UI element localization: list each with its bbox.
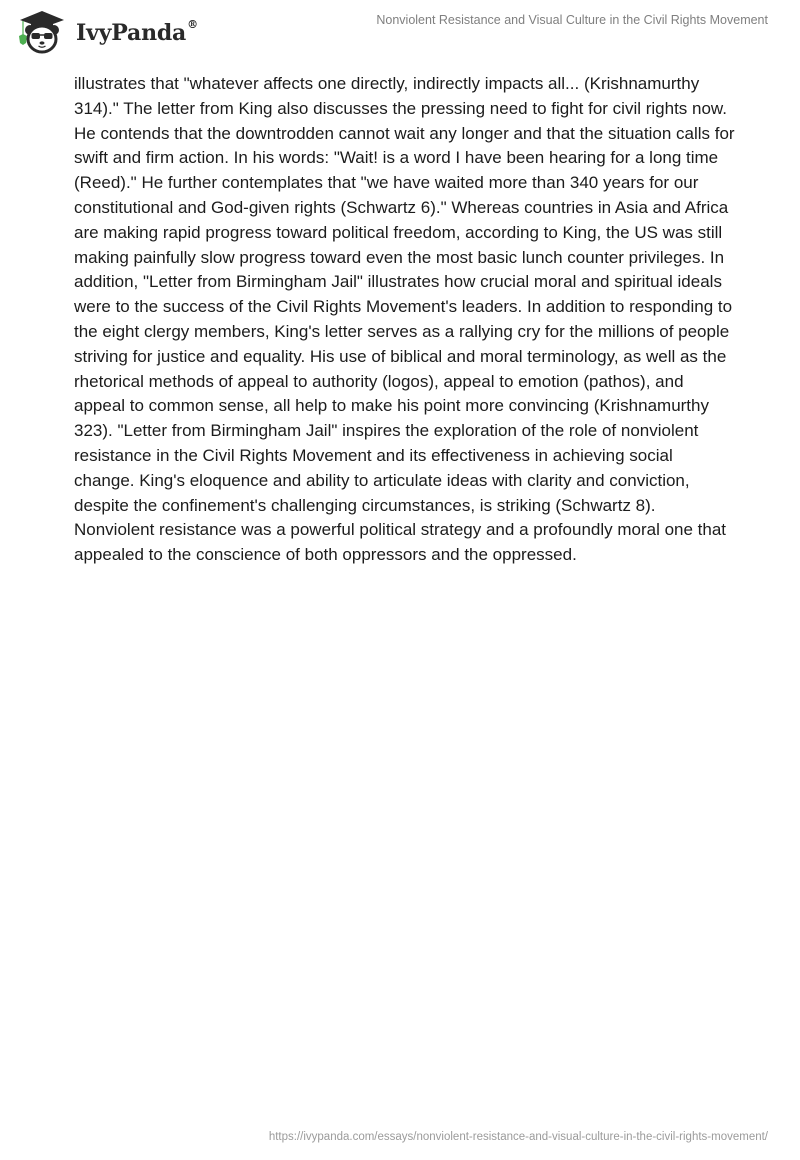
body-line: rhetorical methods of appeal to authority (logos), appeal to emotion (pathos), and (74, 371, 684, 391)
brand-logo[interactable] (14, 8, 198, 54)
body-line: constitutional and God-given rights (Schwartz 6)." Whereas countries in Asia and Africa (74, 197, 729, 217)
body-line: striving for justice and equality. His use of biblical and moral terminology, as well as the (74, 346, 727, 366)
brand-name (76, 20, 198, 46)
body-line: despite the confinement's challenging circumstances, is striking (Schwartz 8). (74, 495, 656, 515)
page-header (0, 0, 800, 60)
body-line: appeal to common sense, all help to make his point more convincing (Krishnamurthy (74, 396, 709, 416)
body-line: 314)." The letter from King also discusses the pressing need to fight for civil rights now. (74, 98, 727, 118)
body-line: are making rapid progress toward political freedom, according to King, the US was still (74, 222, 723, 242)
body-line: swift and firm action. In his words: "Wait! is a word I have been hearing for a long time (74, 148, 719, 168)
registered-mark: ® (187, 18, 198, 31)
body-line: change. King's eloquence and ability to articulate ideas with clarity and conviction, (74, 470, 690, 490)
body-line: He contends that the downtrodden cannot wait any longer and that the situation calls for (74, 123, 735, 143)
body-line: illustrates that "whatever affects one directly, indirectly impacts all... (Krishnamurthy (74, 74, 700, 93)
body-line: 323). "Letter from Birmingham Jail" inspires the exploration of the role of nonviolent (74, 421, 699, 441)
body-line: resistance in the Civil Rights Movement and its effectiveness in achieving social (74, 445, 673, 465)
body-line: the eight clergy members, King's letter serves as a rallying cry for the millions of people (74, 321, 730, 341)
essay-body (74, 72, 734, 568)
panda-graduation-cap-icon (14, 8, 70, 54)
body-line: addition, "Letter from Birmingham Jail" illustrates how crucial moral and spiritual ideals (74, 272, 722, 292)
document-title: Nonviolent Resistance and Visual Culture in the Civil Rights Movement (376, 13, 768, 27)
brand-name-text: IvyPanda (76, 20, 187, 46)
body-line: (Reed)." He further contemplates that "we have waited more than 340 years for our (74, 173, 699, 193)
source-url[interactable]: https://ivypanda.com/essays/nonviolent-resistance-and-visual-culture-in-the-civil-rights-movement/ (268, 1131, 768, 1143)
body-line: making painfully slow progress toward even the most basic lunch counter privileges. In (74, 247, 725, 267)
body-line: appealed to the conscience of both oppressors and the oppressed. (74, 545, 577, 565)
body-line: Nonviolent resistance was a powerful political strategy and a profoundly moral one that (74, 520, 727, 540)
body-line: were to the success of the Civil Rights Movement's leaders. In addition to responding to (74, 297, 733, 317)
